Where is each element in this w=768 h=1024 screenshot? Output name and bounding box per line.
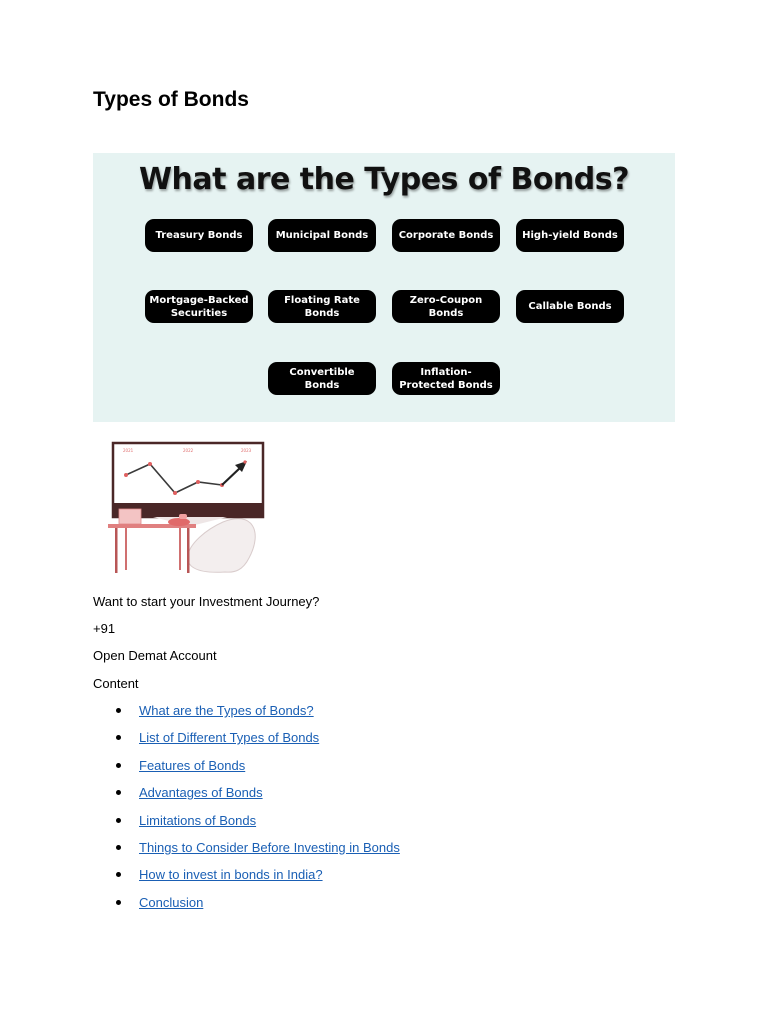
content-heading: Content (93, 676, 139, 691)
bullet-icon (116, 900, 121, 905)
investment-journey-prompt: Want to start your Investment Journey? (93, 594, 320, 609)
svg-text:2021: 2021 (123, 448, 134, 453)
pill-municipal-bonds: Municipal Bonds (268, 219, 376, 252)
bullet-icon (116, 872, 121, 877)
toc-item (93, 892, 400, 919)
pill-corporate-bonds: Corporate Bonds (392, 219, 500, 252)
bullet-icon (116, 818, 121, 823)
pill-floating-rate-bonds: Floating Rate Bonds (268, 290, 376, 323)
pill-inflation-protected-bonds: Inflation-Protected Bonds (392, 362, 500, 395)
svg-text:2023: 2023 (241, 448, 252, 453)
bullet-icon (116, 708, 121, 713)
toc-link-advantages[interactable]: Advantages of Bonds (139, 785, 263, 801)
toc-item (93, 837, 400, 864)
pill-convertible-bonds: Convertible Bonds (268, 362, 376, 395)
bullet-icon (116, 790, 121, 795)
pill-treasury-bonds: Treasury Bonds (145, 219, 253, 252)
toc-item (93, 782, 400, 809)
pill-zero-coupon-bonds: Zero-Coupon Bonds (392, 290, 500, 323)
open-demat-account-label: Open Demat Account (93, 648, 217, 663)
pill-mortgage-backed-securities: Mortgage-Backed Securities (145, 290, 253, 323)
page-title: Types of Bonds (93, 88, 249, 111)
pill-callable-bonds: Callable Bonds (516, 290, 624, 323)
toc-item (93, 755, 400, 782)
toc-link-things-to-consider[interactable]: Things to Consider Before Investing in Bonds (139, 839, 400, 855)
toc-link-conclusion[interactable]: Conclusion (139, 894, 204, 910)
toc-link-features[interactable]: Features of Bonds (139, 757, 246, 773)
toc-item (93, 810, 400, 837)
infographic-heading: What are the Types of Bonds? (138, 162, 630, 197)
toc-link-limitations[interactable]: Limitations of Bonds (139, 812, 257, 828)
bullet-icon (116, 763, 121, 768)
toc-item (93, 727, 400, 754)
toc-link-types-of-bonds[interactable]: What are the Types of Bonds? (139, 703, 314, 718)
toc-link-how-to-invest[interactable]: How to invest in bonds in India? (139, 867, 323, 883)
table-of-contents (93, 700, 400, 919)
bullet-icon (116, 845, 121, 850)
svg-text:2022: 2022 (183, 448, 194, 453)
investment-chart-illustration (105, 440, 267, 578)
toc-item (93, 864, 400, 891)
toc-link-list-of-types[interactable]: List of Different Types of Bonds (139, 730, 320, 746)
bullet-icon (116, 735, 121, 740)
toc-item (93, 700, 400, 727)
pill-high-yield-bonds: High-yield Bonds (516, 219, 624, 252)
phone-prefix: +91 (93, 621, 116, 636)
